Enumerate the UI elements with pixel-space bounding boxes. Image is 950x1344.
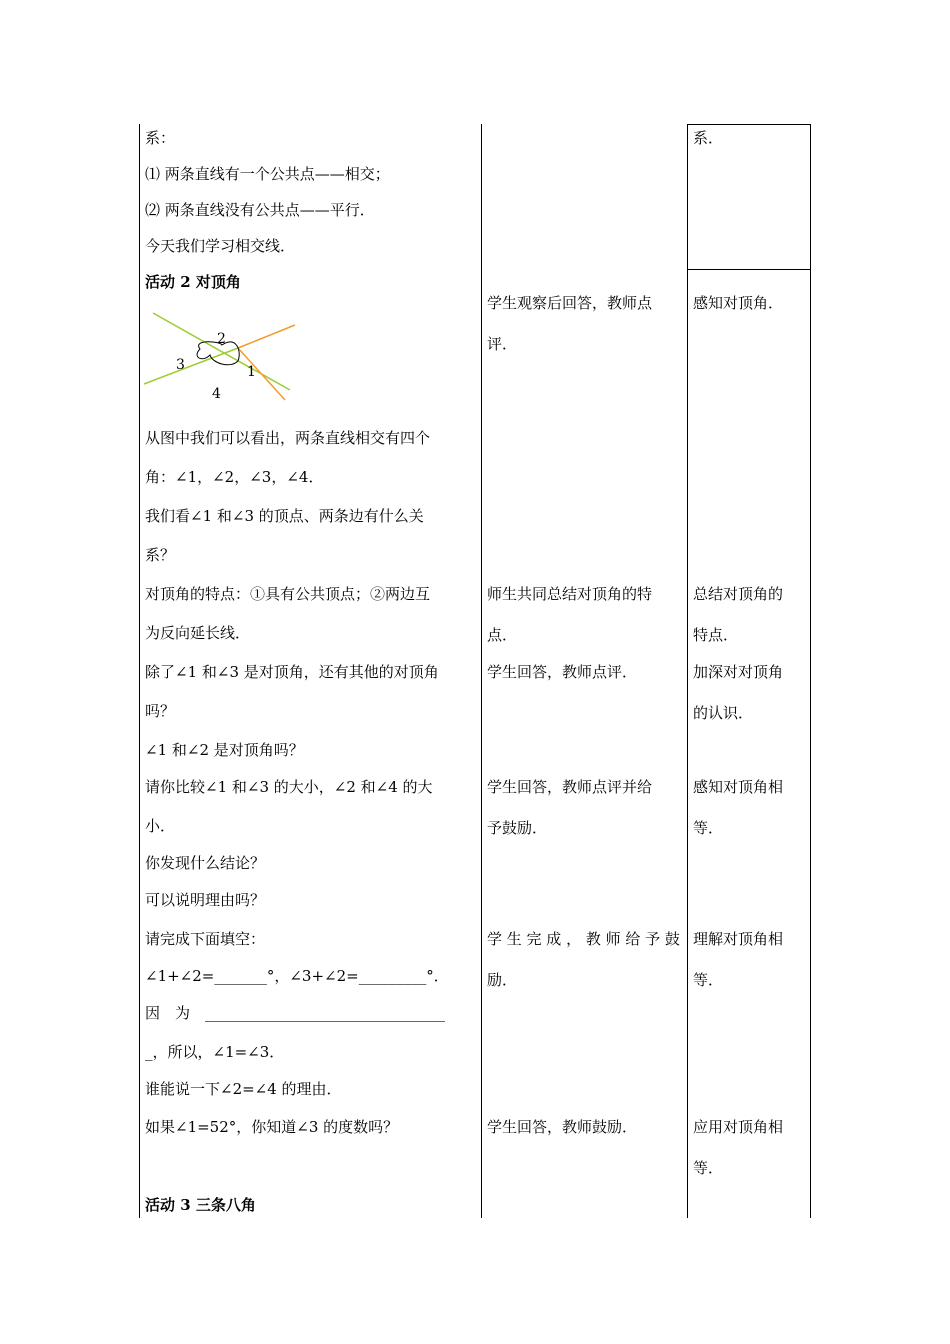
content-line: 你发现什么结论？	[145, 854, 266, 872]
intent-line: 等．	[693, 971, 724, 989]
angle-label-1: 1	[247, 364, 256, 380]
activity-line: 评．	[487, 335, 518, 353]
angle-label-3: 3	[176, 357, 185, 373]
table-right-border	[810, 124, 811, 1218]
intent-line: 理解对顶角相	[693, 930, 784, 948]
content-line: 为反向延长线．	[145, 624, 251, 642]
activity-line: 学生回答，教师点评．	[487, 663, 638, 681]
content-line: 系？	[145, 546, 176, 564]
table-left-border	[139, 124, 140, 1218]
activity-line: 师生共同总结对顶角的特	[487, 585, 653, 603]
activity-line: 学生回答，教师点评并给	[487, 778, 653, 796]
angle-label-4: 4	[212, 386, 221, 402]
intent-line: 等．	[693, 1159, 724, 1177]
col3-top-border	[687, 124, 811, 125]
angle-label-2: 2	[217, 331, 226, 347]
intent-line: 等．	[693, 819, 724, 837]
fill-blank-line: ∠1+∠2=_______°，∠3+∠2=_________°．	[145, 967, 449, 985]
content-line: ⑵ 两条直线没有公共点——平行．	[145, 201, 375, 219]
content-line: 如果∠1=52°，你知道∠3 的度数吗？	[145, 1118, 399, 1136]
intent-line: 加深对对顶角	[693, 663, 784, 681]
table-col-divider-1	[481, 124, 482, 1218]
content-line: 请完成下面填空：	[145, 930, 266, 948]
activity-line: 予鼓励．	[487, 819, 548, 837]
content-line: 系：	[145, 129, 176, 147]
intent-line: 系．	[693, 129, 724, 147]
activity-2-title: 活动 2 对顶角	[145, 273, 241, 291]
intent-line: 感知对顶角相	[693, 778, 784, 796]
intent-line: 的认识．	[693, 704, 754, 722]
line-green	[153, 313, 290, 390]
line-orange	[238, 325, 295, 348]
content-line: 角：∠1，∠2，∠3，∠4．	[145, 468, 324, 486]
activity-line: 点．	[487, 626, 518, 644]
content-line: ∠1 和∠2 是对顶角吗？	[145, 741, 304, 759]
intent-line: 感知对顶角．	[693, 294, 784, 312]
col3-row-divider	[687, 269, 811, 270]
activity-line: 学 生 完 成 ， 教 师 给 予 鼓	[487, 930, 680, 948]
content-line: 谁能说一下∠2=∠4 的理由．	[145, 1080, 342, 1098]
activity-line: 学生回答，教师鼓励．	[487, 1118, 638, 1136]
table-col-divider-2	[687, 124, 688, 1218]
intent-line: 特点．	[693, 626, 739, 644]
content-line: ⑴ 两条直线有一个公共点——相交；	[145, 165, 390, 183]
line-green-2	[144, 348, 238, 384]
content-line: 除了∠1 和∠3 是对顶角，还有其他的对顶角	[145, 663, 439, 681]
fill-blank-line: 因 为 ________________________________	[145, 1004, 446, 1022]
intent-line: 总结对顶角的	[693, 585, 784, 603]
content-line: _，所以，∠1=∠3．	[145, 1043, 285, 1061]
content-line: 小．	[145, 817, 176, 835]
line-orange-2	[238, 348, 285, 400]
content-line: 吗？	[145, 702, 176, 720]
vertical-angles-figure	[140, 305, 310, 405]
content-line: 今天我们学习相交线．	[145, 237, 296, 255]
activity-3-title: 活动 3 三条八角	[145, 1196, 256, 1214]
content-line: 可以说明理由吗？	[145, 891, 266, 909]
content-line: 请你比较∠1 和∠3 的大小，∠2 和∠4 的大	[145, 778, 433, 796]
activity-line: 励．	[487, 971, 518, 989]
content-line: 从图中我们可以看出，两条直线相交有四个	[145, 429, 431, 447]
content-line: 对顶角的特点：①具有公共顶点；②两边互	[145, 585, 431, 603]
content-line: 我们看∠1 和∠3 的顶点、两条边有什么关	[145, 507, 424, 525]
intent-line: 应用对顶角相	[693, 1118, 784, 1136]
activity-line: 学生观察后回答，教师点	[487, 294, 653, 312]
